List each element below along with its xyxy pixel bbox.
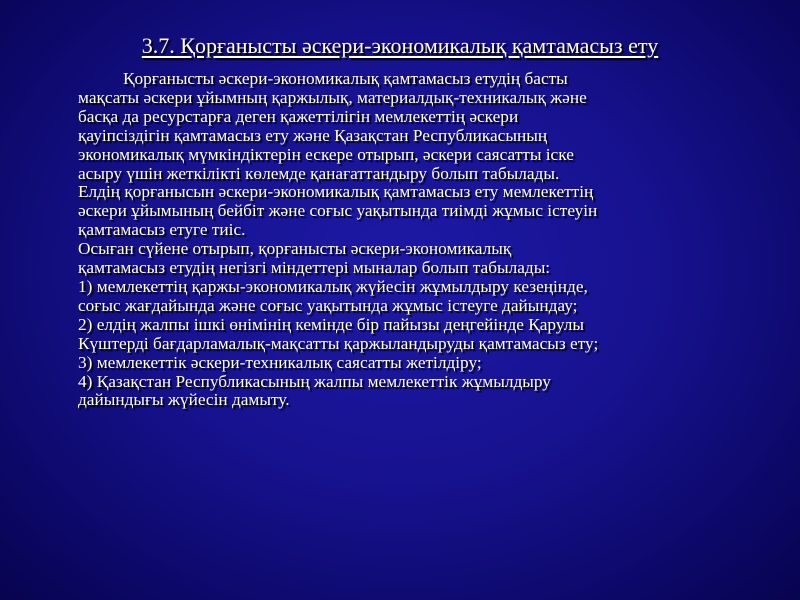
slide-title: 3.7. Қорғанысты әскери-экономикалық қамтамасыз ету bbox=[141, 33, 659, 58]
body-line: асыру үшін жеткілікті көлемде қанағаттандыру болып табылады. bbox=[78, 163, 560, 183]
body-line: 4) Қазақстан Республикасының жалпы мемлекеттік жұмылдыру bbox=[78, 371, 551, 391]
body-line: дайындығы жүйесін дамыту. bbox=[78, 390, 290, 410]
body-line: әскери ұйымының бейбіт және соғыс уақытында тиімді жұмыс істеуін bbox=[78, 201, 598, 221]
body-line: қамтамасыз етуге тиіс. bbox=[78, 220, 246, 240]
body-line: қамтамасыз етудің негізгі міндеттері мыналар болып табылады: bbox=[78, 258, 551, 278]
body-line: Осыған сүйене отырып, қорғанысты әскери-экономикалық bbox=[78, 239, 512, 259]
slide-body bbox=[78, 70, 768, 410]
body-line: мақсаты әскери ұйымның қаржылық, материалдық-техникалық және bbox=[78, 87, 587, 107]
body-line: 1) мемлекеттің қаржы-экономикалық жүйесін жұмылдыру кезеңінде, bbox=[78, 276, 588, 296]
body-line: экономикалық мүмкіндіктерін ескере отырып, әскери саясатты іске bbox=[78, 144, 574, 164]
body-line: Елдің қорғанысын әскери-экономикалық қамтамасыз ету мемлекеттің bbox=[78, 182, 594, 202]
body-line: қауіпсіздігін қамтамасыз ету және Қазақстан Республикасының bbox=[78, 125, 548, 145]
body-line: 3) мемлекеттік әскери-техникалық саясатты жетілдіру; bbox=[78, 352, 482, 372]
body-line: Күштерді бағдарламалық-мақсатты қаржыландыруды қамтамасыз ету; bbox=[78, 333, 599, 353]
body-line: басқа да ресурстарға деген қажеттілігін мемлекеттің әскери bbox=[78, 106, 519, 126]
body-line: соғыс жағдайында және соғыс уақытында жұмыс істеуге дайындау; bbox=[78, 295, 578, 315]
body-line: 2) елдің жалпы ішкі өнімінің кемінде бір пайызы деңгейінде Қарулы bbox=[78, 314, 584, 334]
body-line: Қорғанысты әскери-экономикалық қамтамасыз етудің басты bbox=[123, 69, 568, 88]
